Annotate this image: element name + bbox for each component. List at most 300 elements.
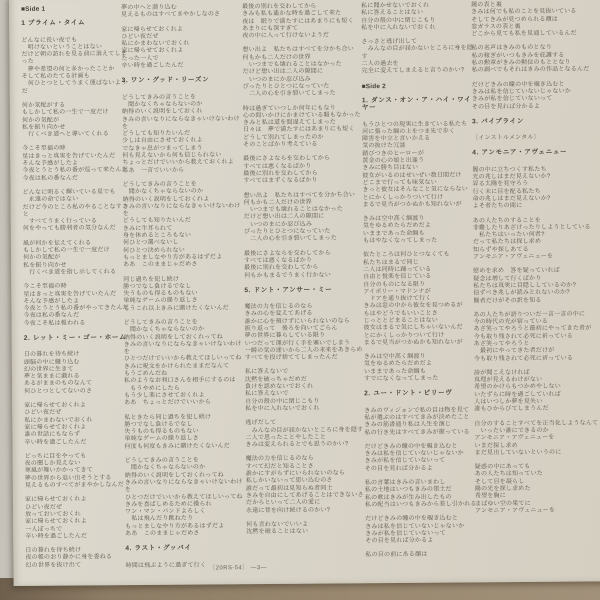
lyric-line: きみの言いなりにならなきゃいけないわけを [122,203,241,218]
lyric-line: 真理が見えるわけがない [474,376,543,384]
lyric-line: 身を休めるところもない [122,232,192,240]
lyric-line: だけど朝の訪れを見る前に消えてしまった [21,51,127,66]
lyric-line: 二人の心を引き裂いてしまった [243,235,337,243]
lyric-line: 私の行き先はすべてきみが握っている [364,428,470,436]
lyric-line: 私を中に入れないでおくれ [245,405,320,413]
lyric-line: 何かの気配が [23,254,61,262]
lyric-line: どっちに目をやっても [24,453,87,460]
lyric-line: 単純なゲームの繰り返しさ [123,297,198,305]
lyric-line: 想い出よ 私たちはすべてを分かち合い [243,191,356,199]
lyric-line: 見えるものはすべてまやかしなのさ [121,11,221,19]
lyric-line: だけどきみの瞳の中を覗き込むと [471,81,565,89]
lyric-line: アンモニア・アヴェニューを [473,253,554,261]
lyric-line: とにかくしっかりついて行け [362,194,444,201]
lyric-line: だけどきみの瞳の中を覗き込むと [365,515,459,523]
lyric-line: ひとつだけでいいから教えてほしいってね [123,355,242,363]
lyric-line: 誰の世話にもならず [24,431,81,439]
lyric-line: 家に帰らせておくれよ [121,48,184,55]
lyric-stanza [124,414,246,451]
lyric-line: 昇る太陽を見守ろう [472,181,529,188]
lyric-line: もっとましなやり方があるはずだよ [123,254,223,262]
lyric-line: もしかして私の一生で一度だけ [22,247,110,254]
lyric-line: どうしても知りたいんだ [122,130,191,138]
lyric-line: でなきゃ息がつまってしまう [122,145,203,152]
lyric-line: その目を見れば分かるよ [471,103,541,110]
lyric-line: 何もかも二人だけの世界 [243,199,312,206]
lyric-stanza [242,47,362,99]
lyric-line: 今も取り残されて必死に祈っている [473,355,574,362]
side-header: ■Side 2 [361,82,386,90]
lyric-line: 少しは自由にさせておくれよ [122,137,203,145]
lyric-line: 今夜こそ私は報われる [23,320,86,327]
song-title: 3. パイプライン [471,117,524,126]
lyric-stanza [472,81,600,111]
lyric-stanza [364,407,480,437]
lyric-line: あざ笑ってやろうと [473,340,530,348]
lyric-stanza [23,189,129,234]
lyric-line: 気の抜けた冗談 [362,143,406,150]
lyric-line: ちょっとだけでいいから教えておくれよ [122,159,234,167]
lyric-line: どうしても知りたいんだ [122,217,191,225]
lyric-line: そしてきみが見つめられる顔は [471,16,559,23]
lyric-line: もう少し楽にさせておくれよ [124,392,205,400]
lyric-line: アイボリー・マドンナが [363,288,432,296]
lyric-line: 詩が聞こえなければ [473,369,530,377]
lyric-line: 勝つでなし負けるでなし [124,421,193,428]
lyric-line: 聞かなくちゃならないのか [123,326,205,334]
lyric-line: 賢者だけがその訳を知る [473,297,542,304]
lyric-line: 私の調べでもそれはきみの作品となるんだ [471,66,590,74]
lyric-line: いつだって運が行く手を塞いでしまう [244,339,351,347]
lyric-line: だけど想い出は二人の隙間に [243,213,325,221]
lyric-line: きみのヴィジョンで私の目は物を見て [364,407,470,414]
lyric-line: そんな予感がしたよ [23,298,80,305]
lyric-line: さっさと逃げ出して [361,38,418,46]
lyric-line: 河に張った綱の上をつま先で歩く [362,128,456,136]
lyric-line: まるで見当がつかぬかも知れないが [362,201,462,209]
lyric-line: 似たところは何ひとつなくても [363,251,450,259]
lyric-line: きみを喜ばしめるために操られ [124,501,212,508]
lyric-line: 沈黙を破ることはない [246,528,309,536]
lyric-stanza [123,276,245,313]
lyric-line: 何をやっても勝利者の気分なんだ [22,225,116,233]
lyric-stanza [124,319,247,408]
lyric-line: アンモニア・アヴェニューを [474,434,555,442]
lyric-line: 頭脳の中に織り込む [23,359,80,366]
lyric-stanza [122,181,245,270]
lyric-line: まるで見当がつかぬかも知れないが [363,339,463,347]
lyric-line: 最初にやってきた者だけが [473,348,555,355]
lyric-line: 自分の殻の中に閉じこもり [245,398,320,405]
lyric-line: ぴったりとひとつになっていた [242,83,330,91]
lyric-line: とにかくしっかりついて行け [363,332,445,339]
lyric-line: きみは私を信じていないじゃないか [364,450,464,458]
lyric-line: そして私のたてる計画も [21,73,90,80]
lyric-line: 気をゆるめたらだめだよ [362,223,432,230]
lyric-line: 勝つでなし負けるでなし [123,283,192,290]
lyric-line: どんなに明るく輝いている星でも [22,189,116,196]
lyrics-column-2 [121,4,247,577]
lyric-stanza [363,215,479,245]
lyric-line: 日々は 夢で満たすにはあまりにも短く [243,126,355,134]
lyric-line: 一人ぼっちで [25,526,63,533]
lyric-stanza [243,156,363,186]
lyric-line: きみの言いなりにならなきゃいけないわけを [124,479,243,494]
lyric-line: 障害を中立と言いかえる [362,135,431,143]
lyric-stanza [24,402,130,447]
lyric-line: 私の土地はいつもきみの領土だ [364,486,452,494]
lyric-line: 夢の世界に暮らしている限り [244,332,326,340]
lyric-line: 聞かなくちゃならないのか [121,101,203,109]
lyric-line: 闇の中に立ちつくす私たち [472,166,547,174]
lyric-line: アンモニア・アヴェニューを [475,507,556,515]
lyric-stanza [125,457,248,538]
lyric-line: 納得のいく説明をしておくれってね [123,333,223,341]
lyric-stanza [244,303,364,362]
lyric-line: 今夜とうとう私の番が巡って来たんだ [22,167,128,175]
lyric-line: きみに呪文をかけられたままだなんて [123,363,230,370]
lyric-line: 夜は 眠りで満たすにはあまりにも短く [242,17,354,25]
song-title: 1. ダンス・オン・ア・ハイ・ワイヤー [361,96,472,112]
lyric-line: 魔法の力を信じるのなら [244,303,313,311]
lyrics-column-5 [471,1,600,522]
lyric-line: 二人の過去を [361,61,399,68]
lyric-line: 同じ過ちを犯し続け [123,276,180,283]
lyric-line: 今の時代の光が宿っている [473,318,549,326]
lyric-line: いたずらに時を過ごしていれば [474,391,561,399]
lyric-line: 負けを認めないでおくれ [245,383,314,391]
lyric-line: すべてうまく行っている [22,218,98,226]
lyric-line: いつのまにか忍び込み [242,76,311,83]
lyric-line: あざ笑ってやろうと最初にやってきた者が [473,325,592,333]
lyric-line: まだ見出していないというのに [474,449,562,457]
lyric-line: 彼女がいるのはせいぜい数日間だけ [362,172,462,179]
lyric-line: 私を中に入れないでおくれ [361,24,436,32]
lyric-line: 今夜は私の番なんだ [22,175,79,182]
lyric-line: まばゆい空の果てに [474,500,531,507]
lyric-line: 沈黙を破っちゃだめだ [244,376,308,383]
lyric-line: 想い出よ 私たちはすべてを分かち合い [242,46,354,54]
lyric-stanza [365,552,481,560]
lyric-line: 私の歌はきみが生み出したもの [364,494,452,501]
lyric-line: きみは空中高く綱渡り [362,215,425,223]
lyric-line: 何ひとつ決められない [122,247,185,254]
lyric-line: 日の暮れを待ち続け [23,351,80,359]
lyric-line: きみに勝ち目はない [362,165,419,172]
lyric-stanza [474,369,600,414]
lyric-line: どうしてきみの言うことを [122,181,197,189]
lyric-line: 夢と気ままに戯れる [23,373,80,381]
lyric-line: 星はきっと真実を告げていたんだ [23,290,117,298]
lyric-line: 私に答えないで [244,369,289,376]
lyric-line: 私が選ぶのはすべてきみが決めたこと [364,414,470,422]
lyric-line: 錆びつきのヒーローが [362,150,425,157]
lyric-line: もうやめにしたら [124,385,180,392]
lyric-line: ドアを通り抜けて行く [363,295,432,303]
lyric-line: 誰かにすがらずにいられないのなら [245,470,345,478]
lyric-line: 何ひとつとしてうまく運ばないようだ [21,80,127,95]
lyric-line: 失うものも得るものもない [123,290,198,298]
lyric-line: 二人は同時に踊っている [363,266,432,274]
lyric-line: 日の暮れを待ち続け [25,547,82,554]
lyric-line: もっとましなやり方があるはずだよ [125,523,225,530]
lyric-stanza [244,250,364,280]
lyric-line: きみは空中高く綱渡り [363,353,426,361]
lyric-line: きみは私を信じていないじゃないか [471,88,571,96]
lyric-stanza [473,217,600,262]
lyric-stanza [25,496,131,541]
lyric-stanza [471,1,600,39]
lyrics-column-3 [242,3,366,543]
lyric-line: いつまでも壊れることはなかった [242,61,342,69]
lyric-line: 私の稼ぎがいつもきみを庇護する [471,52,565,60]
lyric-line: 辛い時を過ごしたんだ [24,438,87,446]
lyric-stanza [365,516,481,546]
lyric-stanza [121,26,243,71]
lyric-stanza [22,146,128,183]
lyric-stanza [473,268,600,306]
lyric-line: 何度も何度もきみに賭けたくないんだ [124,443,230,450]
lyric-line: ああ このままじゃだめさ [125,530,200,538]
lyric-line: 振り返って 後ろを向いてごらん [244,325,338,333]
lyric-line: 何も見えないから何も信じられない [122,152,222,160]
lyric-line: よそ者たちの間に [472,203,523,210]
lyric-line: 家に帰らせておくれよ [24,424,87,431]
song-title: 3. ワン・グッド・リーズン [121,76,210,85]
lyric-stanza [361,39,477,76]
lyric-line: 何かの気配が [21,117,60,124]
lyric-line: もはやどうでもいいことさ [363,310,438,317]
lyric-line: もはやなくなってしまった [362,237,438,245]
lyric-stanza [22,102,128,139]
lyric-line: いままであった命綱も [363,368,426,375]
lyric-line: 単純なゲームの繰り返しさ [124,435,199,443]
lyric-stanza [363,252,480,348]
lyric-line: もうこれ以上きみに賭けたくないんだ [123,304,229,312]
lyric-line: 誰だって最初は見知らぬ者同士 [245,485,333,492]
side-header: ■Side 1 [21,5,46,13]
lyric-stanza [244,192,364,244]
lyric-line: 私の勲章がきみの勲位のもととなり [471,59,571,67]
lyric-line: 私に答えることはない [361,10,424,17]
lyric-line: 家に帰らせておくれよ [24,402,87,409]
song-title: 4. アンモニア・アヴェニュー [472,149,568,157]
lyric-line: あるがままのものなんて [24,380,93,388]
lyric-line: きみの心を変えてあげる [244,311,313,318]
lyric-line: 今こそ至福の時 [22,146,66,153]
lyric-line: ワン・マン・バンドよろしく [125,508,206,516]
lyric-line: すべては悪くなるばかり [243,163,312,170]
lyric-line: 私しかいないって思い込むのさ [245,477,333,485]
lyric-line: 魔法の力を信じるのなら [245,456,314,463]
lyric-line: 非難したりあざけったりしようとしている [472,224,591,232]
song-title: 5. ドント・アンサー・ミー [244,286,333,294]
lyric-line: だからといって二人の愛に [245,499,321,507]
lyric-line: ああ 一言でいいから [122,167,185,174]
lyric-line: 窓ガラスの表と裏 [471,23,521,31]
lyric-line: ひどい夜だぜ [24,409,62,417]
lyric-line: 何か気配がする [21,102,66,109]
lyric-line: 行くべき道を指し示してくれる [23,269,117,276]
lyric-line: 何ひとつ選べないし [122,239,179,247]
lyric-line: 見えるものすべてがまやかしなんだ [24,482,124,489]
lyric-line: だけど今のところ私のやることなすこと [22,203,129,218]
lyric-stanza [122,94,245,175]
lyric-line: 私を振り向かせ [23,262,67,269]
lyric-line: 永遠の命ではない [22,196,79,204]
lyrics-column-4 [361,2,481,567]
lyric-line: ああ このままじゃだめさ [123,261,198,269]
lyric-line: だけどきみの瞳の中を覗き込むと [364,443,458,451]
lyric-line: どうして別れてしまったのか [243,134,324,141]
lyric-line: 気をゆるめたらだめだよ [363,361,433,368]
lyric-line: どんなに長い夜でも [21,37,78,44]
song-title: 2. レット・ミー・ゴー・ホーム [23,334,127,342]
lyric-line: もうごめんだね [123,370,168,378]
lyric-line: きみを自由にしてあげることはできないさ [245,492,364,500]
lyric-line: 私に聞かせないでおくれ [361,2,430,10]
lyric-line: あの人たちが語りついだ一言一言の中に [473,311,586,319]
lyric-line: どうしてきみの言うことを [121,94,197,101]
lyric-line: 時間は飛ぶように過ぎて行く [125,562,207,569]
lyric-stanza [23,283,129,328]
lyric-line: 星はきっと真実を告げていたんだ [22,152,116,160]
lyric-line: どこまで行っても味気ない [362,179,437,187]
lyric-line: 永遠に背を向け続けるのかい? [246,507,331,514]
lyric-line: 幻の世界に生きて [23,366,74,373]
lyric-line: 私の言葉はきみの言いまわし [364,479,446,487]
lyric-line: 自分のものになる限り [363,281,426,288]
lyric-stanza [471,45,600,75]
lyric-line: あの人たちは知っていた [474,471,543,478]
lyric-line: 今こそ至福の時 [23,283,67,291]
lyric-line: 誰かに心を預けずにいられないのなら [244,318,350,325]
lyric-line: 時は過ぎていつしか何年にもなり [242,104,336,112]
lyric-line: きみが私を信じていないって [364,458,446,465]
lyric-line: 私にかまわないでおくれ [24,417,93,424]
lyric-line: 夢の中へと潜り込む [121,4,177,12]
lyric-line: 陽の光を探し求めた [474,485,531,493]
lyric-line: 夢の世界から追い出そうとする [24,474,112,482]
lyric-stanza [365,443,481,473]
lyric-line: 納得のいく説明をしておくれよ [122,195,210,203]
lyric-line: すべてはまずくなるばかり [243,177,318,185]
lyric-stanza [24,351,130,396]
lyric-stanza [25,453,131,490]
lyric-line: いまだ探し求め [474,442,518,449]
lyric-line: 何もかもまるでうまく行かない [244,271,331,279]
lyric-line: 私は飛んだり跳ねたり [125,515,194,523]
lyric-line: 行く末に目を配る私たち [472,188,541,196]
lyric-line: 何もかも二人だけの世界 [242,54,311,61]
lyric-line: 失うものも得るものもない [124,428,199,436]
lyric-line: その目を見れば分かるよ [365,537,434,545]
lyric-line: 辛い時を過ごしたんだ [121,62,184,70]
lyric-line: 希望のかけらもつかめやしない [474,384,561,391]
lyrics-column-1 [21,5,131,577]
lyric-line: ひとつだけでいいから教えてほしいってね [124,493,243,501]
lyric-line: 鏡の表と裏 [471,2,503,9]
lyric-line: 夢や希望の何と多かったことか [21,65,115,73]
lyric-line: 私たちは真実に目隠ししているのか? [473,282,577,290]
lyric-line: きみに牛耳られて [122,225,173,232]
lyric-line: きみと私は道を間違えてしまった [242,119,337,127]
lyric-line: 知らずや探しあてる [472,246,529,254]
lyric-line: 聞かなくちゃならないのか [122,188,204,196]
lyric-line: きみが私を信じていないって [471,96,553,103]
lyric-line: 光の兆しはまだ見えないか? [472,173,551,181]
lyric-line: 二人で思ったことやしたこと [245,434,327,441]
lyric-line: 慰めを求め 答を疑っていれば [473,267,561,275]
lyric-line: だって私たちは探し求め [472,239,542,246]
lyric-line: すべては悪くなるばかり [244,257,313,265]
lyric-line: 最後にさよならを交わしてから [243,155,331,163]
lyric-line: 私の配当はいつもきみから差し引かれる [364,501,477,509]
lyric-line: 私の名声はきみのものとなり [471,45,553,52]
lyric-line: 夜の闇しか見えない [24,460,81,468]
lyric-line: もうひとつの現実に生きている私たち [361,120,468,128]
lyric-line: ぴったりとひとつになっていた [243,228,331,236]
lyric-line: 誰もひからびてしまうんだ [474,406,549,413]
lyric-stanza [472,134,600,142]
lyric-line: 家に帰らせておくれよ [121,26,184,33]
lyric-line: すべて幻だと知ることさ [245,463,314,470]
lyric-stanza [474,420,600,458]
lyric-line: 私の目の前にある顔は [365,552,428,559]
song-title: 2. ユー・ドント・ビリーヴ [364,389,453,398]
lyric-line: 辛い時を過ごしたんだ [25,533,88,540]
lyric-line: 自分のすることすべてを正当化しようなんて [474,420,599,428]
lyric-line: きみの言いなりにならなきゃいけないわけを [123,341,242,356]
lyric-line: 疑念は増して行くばかり [473,275,542,282]
lyric-line: その目を見れば分かるよ [364,465,433,472]
lyric-stanza [364,353,480,383]
lyric-line: たった一人で [121,55,159,62]
lyric-line: 家に帰らせておくれよ [25,518,87,526]
lyric-stanza [121,4,243,20]
lyric-line: 最後にさよならを交わしてから [244,250,331,257]
lyric-line: きみは窓の中から彼女を見つめるが [363,302,463,310]
lyric-stanza [473,311,600,363]
lyric-line: 私に答えないで [245,391,289,398]
lyric-sheet-paper [9,0,600,586]
lyric-line: もしかして私の一生で一度だけ [21,109,109,117]
lyric-line: 彼女はまるで気にしちゃいないんだ [363,324,463,332]
catalog-number: 〔20RS-54〕 ―3― [209,564,267,572]
lyric-line: 聞かなくちゃならないのか [124,464,206,472]
lyric-line: 今夜とうとう私の番がやってきたんだ [23,305,129,312]
lyric-line: きみは変えられるとでも思うのかい? [245,441,349,449]
lyric-stanza [246,521,366,537]
song-title: 4. ラスト・グッバイ [125,544,192,553]
lyric-line: 人はいつしか夢を見失い [474,398,543,406]
lyric-line: いつまでも壊れることはなかった [243,206,343,214]
lyric-line: 完全に変えてしまえると言うのかい? [361,67,465,75]
lyric-line: 私のようなお利口さんを相手にするのは [124,377,236,385]
lyric-line: ひどい夜だぜ [121,33,159,41]
lyric-line: いったい誰にできるのか [474,427,549,435]
lyric-line: 自分の殻の中に閉じこもり [361,17,436,24]
lyric-stanza [362,121,479,209]
lyric-stanza [242,3,362,40]
lyric-line: 幻の世界を抜け出て [25,562,82,569]
lyric-stanza [365,479,481,509]
lyric-line: 希望を胸に [474,493,506,500]
lyric-line: 今夜は私の番なんだ [23,312,80,320]
lyric-line: 最後に別れを交わしてから [243,170,318,178]
lyric-line: すでになくなってしまった [363,375,439,383]
lyric-stanza [246,456,366,515]
